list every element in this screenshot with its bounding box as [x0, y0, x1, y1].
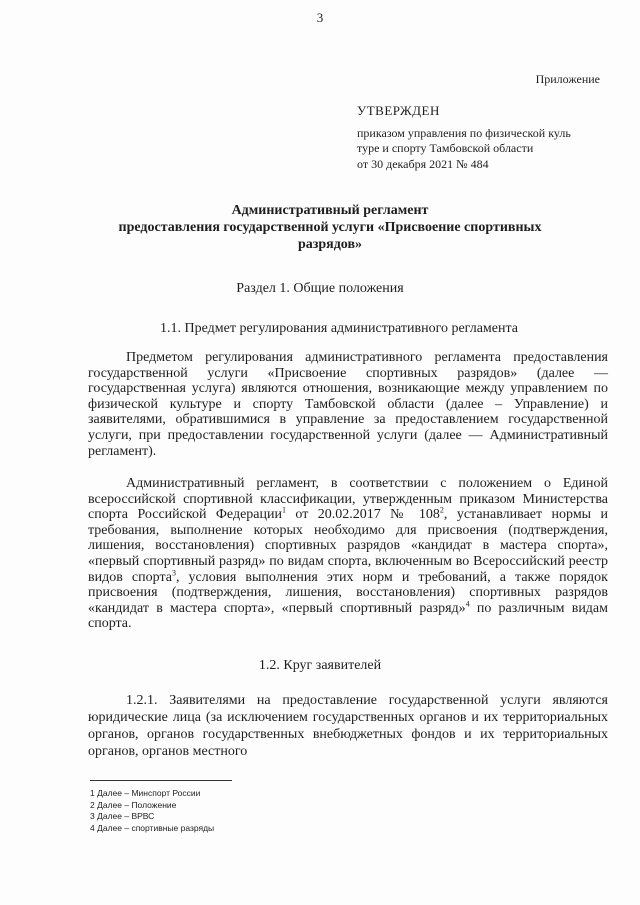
- footnote: 3 Далее – ВРВС: [90, 811, 155, 821]
- document-title-line: разрядов»: [297, 237, 363, 252]
- paragraph-text: , устанавливает нормы и требования, выполнение которых необходимо для присвоения (подтверждения, лишения, восстановления) спортивных разрядов «кандидат в мастера спорта», «первый спортивный разряд» по видам спорта, включенным во Всероссийский реестр видов спорта: [88, 507, 608, 585]
- footnote-ref: 2: [439, 505, 444, 515]
- footnote-divider: [90, 780, 232, 781]
- footnote-ref: 4: [465, 599, 470, 609]
- page-number: 3: [316, 10, 324, 25]
- document-title: [80, 202, 580, 253]
- approval-block: [357, 103, 617, 172]
- footnotes: [90, 788, 214, 834]
- document-title-line: предоставления государственной услуги «Присвоение спортивных: [118, 220, 542, 235]
- footnote-ref: 3: [171, 567, 176, 577]
- document-title-line: Административный регламент: [231, 203, 429, 218]
- approval-line: туре и спорту Тамбовской области: [357, 141, 534, 155]
- footnote: 4 Далее – спортивные разряды: [90, 822, 215, 833]
- paragraph-text: Административный регламент, в соответствии с положением о Единой всероссийской спортивной классификации, утвержденным приказом Министерства спорта Российской Федерации: [88, 476, 608, 523]
- section-title: Раздел 1. Общие положения: [236, 281, 404, 296]
- appendix-label: Приложение: [535, 72, 600, 86]
- approval-line: приказом управления по физической куль: [357, 125, 571, 140]
- paragraph-text: от 20.02.2017 № 108: [285, 507, 440, 523]
- footnote: 1 Далее – Минспорт России: [90, 788, 201, 798]
- approval-date: от 30 декабря 2021 № 484: [357, 156, 489, 171]
- subsection-title: 1.1. Предмет регулирования административного регламента: [160, 321, 518, 336]
- approval-title: УТВЕРЖДЕН: [357, 103, 440, 118]
- paragraph-text: , условия выполнения этих норм и требований, а также порядок присвоения (подтверждения, лишения, восстановления) спортивных разрядов «кандидат в мастера спорта», «первый спортивный разряд»: [88, 569, 608, 616]
- paragraph: [88, 476, 608, 632]
- paragraph: Предметом регулирования административного регламента предоставления государственной услуги «Присвоение спортивных разрядов» (далее — государственная услуга) являются отношения, возникающие между управлением по физической культуре и спорту Тамбовской области (далее – Управление) и заявителями, обратившимися в управление за предоставлением государственной услуги, при предоставлении государственной услуги (далее — Административный регламент).: [88, 350, 608, 459]
- paragraph-text: по различным видам спорта.: [88, 600, 609, 632]
- subsection-title: 1.2. Круг заявителей: [258, 658, 382, 673]
- paragraph: 1.2.1. Заявителями на предоставление государственной услуги являются юридические лица (за исключением государственных органов и их территориальных органов, органов государственных внебюджетных фондов и их территориальных органов, органов местного: [88, 693, 608, 759]
- footnote-ref: 1: [281, 505, 286, 515]
- footnote: 2 Далее – Положение: [90, 799, 177, 810]
